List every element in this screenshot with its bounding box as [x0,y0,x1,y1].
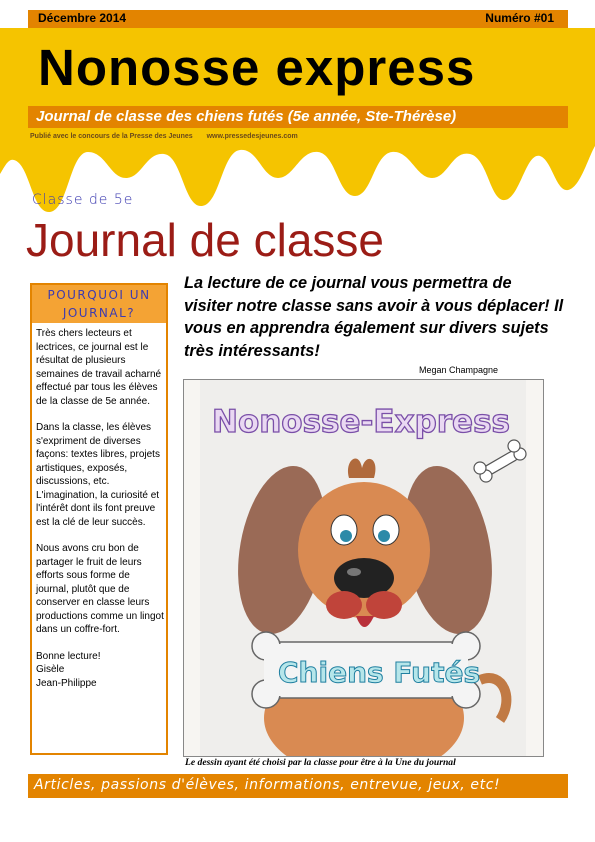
dog-drawing [184,380,543,756]
sidebar-body [36,327,164,690]
section-tag: Classe de 5e [32,192,134,208]
sidebar-box [30,283,168,755]
sidebar-paragraph: Dans la classe, les élèves s'expriment de diverses façons: textes libres, projets artistiques, exposés, discussions, etc. L'imagination, la curiosité et l'intérêt dont ils font preuve est la clé de leur succès. [36,422,160,528]
intro-author: Megan Champagne [419,365,499,375]
sidebar-paragraph: Très chers lecteurs et lectrices, ce journal est le résultat de plusieurs semaines de travail acharné effectué par tous les élèves de la classe de 5e année. [36,328,162,407]
publisher-line [30,133,298,140]
bone-banner [252,632,480,708]
sidebar-heading-line2: JOURNAL? [62,306,136,320]
footer-text: Articles, passions d'élèves, informations, entrevue, jeux, etc! [34,777,501,793]
publisher-url[interactable]: www.pressedesjeunes.com [206,133,298,140]
issue-date: Décembre 2014 [38,11,127,25]
subtitle-text: Journal de classe des chiens futés (5e année, Ste-Thérèse) [36,108,457,125]
drawing-caption: Le dessin ayant été choisi par la classe pour être à la Une du journal [185,757,456,768]
top-bar [28,10,568,28]
page-title: Journal de classe [26,214,384,266]
masthead-title: Nonosse express [38,39,476,96]
issue-number: Numéro #01 [485,11,554,25]
sidebar-signature-2: Jean-Philippe [36,677,97,689]
sidebar-heading [32,285,166,323]
intro-text: La lecture de ce journal vous permettra de visiter notre classe sans avoir à vous déplacer! Il vous en apprendra également sur divers sujets très intéressants! [184,274,564,360]
drawing-title: Nonosse-Express [212,404,510,440]
subtitle-bar [28,106,568,128]
bone-text: Chiens Futés [278,656,481,689]
sidebar-paragraph: Nous avons cru bon de partager le fruit de leurs efforts sous forme de journal, plutôt que de conserver en classe leurs productions comme un lingot dans un coffre-fort. [36,543,164,635]
footer-bar [28,774,568,798]
sidebar-closing: Bonne lecture! [36,650,101,662]
sidebar-signature-1: Gisèle [36,664,65,675]
publisher-text: Publié avec le concours de la Presse des Jeunes [30,133,193,140]
sidebar-heading-line1: POURQUOI UN [47,288,151,302]
cover-drawing [183,379,544,757]
